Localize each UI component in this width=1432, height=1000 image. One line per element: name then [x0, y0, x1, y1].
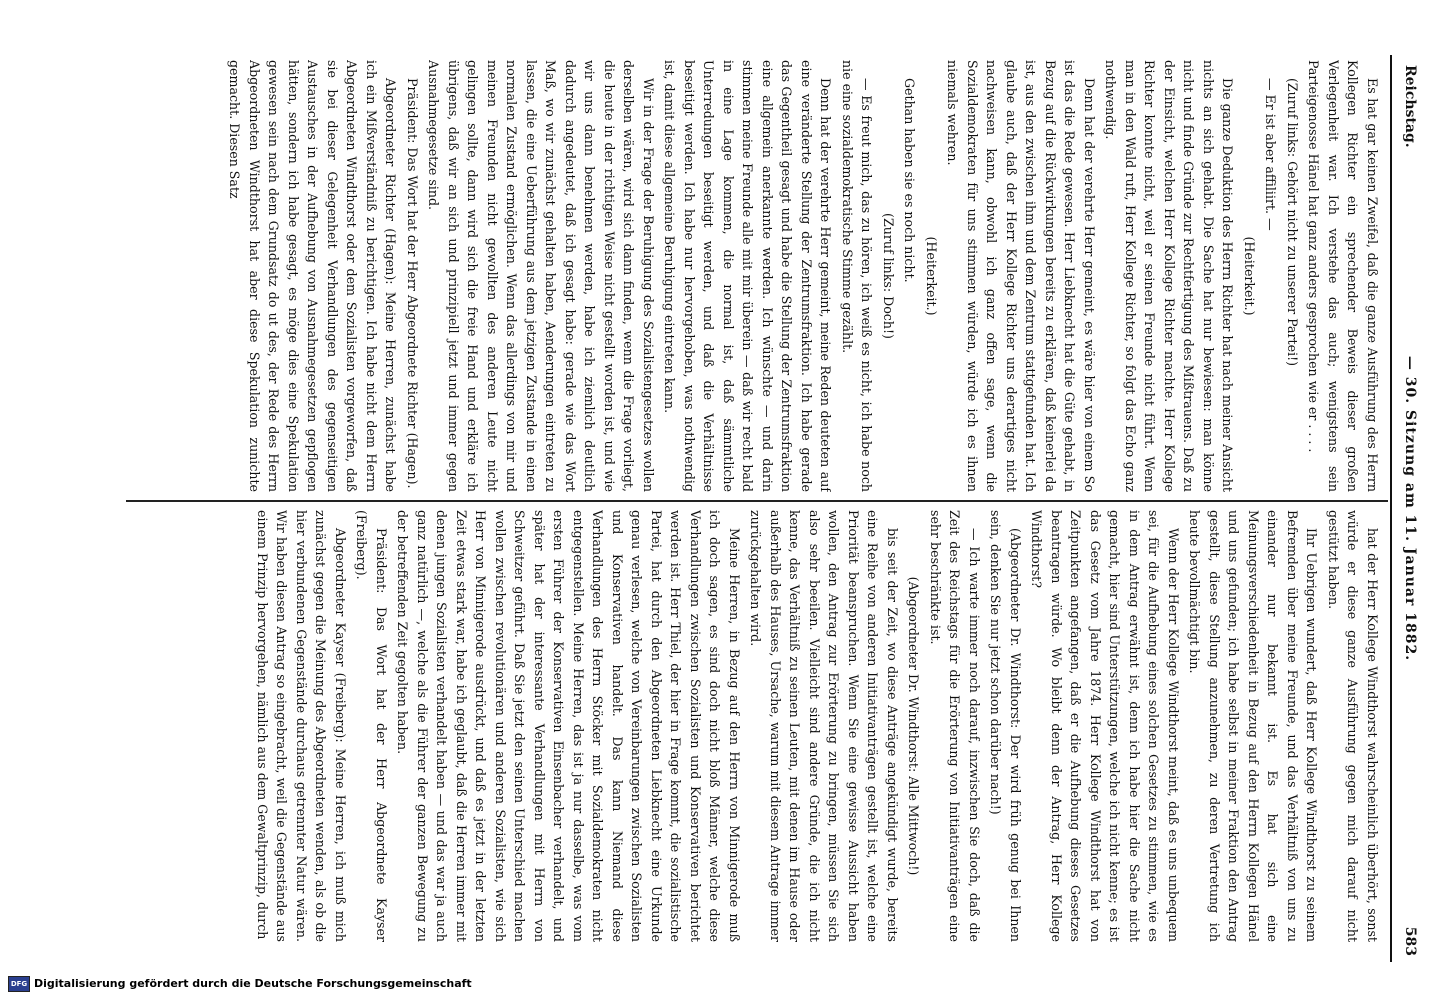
paragraph: Es hat gar keinen Zweifel, daß die ganze Ausführung des Herrn Kollegen Richter ein sprechender Beweis dieser großen Verlegenheit war. Ich verstehe das auch; wenigstens sein Parteigenosse Hänel hat ganz anders gesprochen wie er . . . .: [1306, 60, 1380, 492]
paragraph: Abgeordneter Kayser (Freiberg): Meine Herren, ich muß mich zunächst gegen die Meinung des Abgeordneten wenden, als ob die hier verbundenen Gegenstände durchaus getrennter Natur wären. Wir haben diesen Antrag so eingebracht, weil die Gegenstände aus einem Prinzip hervorgehen, nämlich aus dem Gewaltprinzip, durch: [255, 510, 348, 942]
credit-text: Digitalisierung gefördert durch die Deutsche Forschungsgemeinschaft: [34, 977, 472, 990]
paragraph: Gethan haben sie es noch nicht.: [902, 78, 918, 283]
paragraph: Präsident: Das Wort hat der Herr Abgeordnete Kayser (Freiberg).: [354, 510, 389, 942]
paragraph: Denn hat der verehrte Herr gemeint, es wäre hier von einem So ist das die Rede gewesen. Herr Liebknecht hat die Güte gehabt, in Bezug auf die Rückwirkungen bereits zu erklären, daß keinerlei da ist, aus den zwischen ihm und dem Zentrum stattgefunden hat. Ich glaube auch, daß der Herr Kollege Richter uns derartiges nicht nachweisen kann, obwohl ich ganz offen sage, wenn die Sozialdemokraten für uns stimmen würden, würde ich es ihnen niemals wehren.: [945, 60, 1097, 492]
paragraph: bis seit der Zeit, wo diese Anträge angekündigt wurde, bereits eine Reihe von anderen Initiativanträgen gestellt ist, welche eine Priorität beanspruchen. Wenn Sie eine gewisse Aussicht haben wollen, den Antrag zur Erörterung zu bringen, müssen Sie sich also sehr beeilen. Vielleicht sind andere Gründe, die ich nicht kenne, das Verhältniß zu seinen Leuten, mit denen im Hause oder außerhalb des Hauses, Ursache, warum mit diesem Antrage immer zurückgehalten wird.: [748, 510, 900, 942]
paragraph: (Heiterkeit.): [924, 236, 939, 316]
page-header: [1392, 55, 1420, 962]
header-session-date: — 30. Sitzung am 11. Januar 1882.: [1402, 355, 1418, 662]
paragraph: (Zuruf links: Gehört nicht zu unserer Partei!): [1285, 78, 1300, 367]
paragraph: Präsident: Das Wort hat der Herr Abgeordnete Richter (Hagen).: [405, 78, 420, 489]
paragraph: (Zuruf links: Doch!): [881, 213, 896, 339]
column-divider: [126, 500, 1388, 502]
paragraph: Meine Herren, in Bezug auf den Herrn von Minnigerode muß ich doch sagen, es sind doch nicht bloß Männer, welche diese Verhandlungen zwischen Sozialisten und Konservativen berichtet werden ist. Herr Thiel, der hier in Frage kommt, die sozialistische Partei, hat durch den Abgeordneten Liebknecht eine Urkunde genau verlesen, welche von Vereinbarungen zwischen Sozialisten und Konservativen handelt. Das kann Niemand diese Verhandlungen des Herrn Stöcker mit Sozialdemokraten nicht entgegenstellen. Meine Herren, das ist ja nur dasselbe, was vom ersten Führer der Konservativen Einsenbacher verhandelt, und später hat der interessante Verhandlungen mit Herrn von Schweitzer geführt. Daß Sie jetzt den seinen Unterschied machen wollen zwischen revolutionären und anderen Sozialisten, wie sich Herr von Minnigerode ausdrückt, und daß es jetzt in der letzten Zeit etwas stark war, habe ich geglaubt, daß die Herren immer mit denen jungen Sozialisten verhandelt haben — und das war ja auch ganz natürlich —, welche als die Führer der ganzen Bewegung zu der betreffenden Zeit gegolten haben.: [395, 510, 742, 942]
header-rule: [1390, 55, 1392, 962]
paragraph: Die ganze Deduktion des Herrn Richter hat nach meiner Ansicht nichts an sich gehabt. Die Sache hat nur bewiesen: man könne nicht und finde Gründe zur Rechtfertigung des Mißtrauens. Daß zu der Einsicht, welchen Herr Kollege Richter machte. Herr Kollege Richter konnte nicht, weil er seinen Freunde nicht führt. Wenn man in den Wald ruft, Herr Kollege Richter, so folgt das Echo ganz nothwendig.: [1103, 60, 1236, 492]
paragraph: — Er ist aber affiliirt. —: [1263, 78, 1279, 231]
page-number: 583: [1402, 926, 1418, 956]
paragraph: hat der Herr Kollege Windthorst wahrscheinlich überhört, sonst würde er diese ganze Ausführung gegen mich darauf nicht gestützt haben.: [1326, 510, 1380, 942]
paragraph: Ihr Uebrigen wundert, daß Herr Kollege Windthorst zu seinem Befremden über meine Freunde, und das Verhältniß von uns zu einander nur bekannt ist. Es hat sich eine Meinungsverschiedenheit in Bezug auf den Herrn Kollegen Hänel und uns gefunden; ich habe selbst in meiner Fraktion den Antrag gestellt, diese Stellung anzunehmen, zu deren Vertretung ich heute bevollmächtigt bin.: [1187, 510, 1320, 942]
paragraph: (Abgeordneter Dr. Windthorst: Der wird früh genug bei Ihnen sein, denken Sie nur jetzt schon darüber nach!): [988, 510, 1023, 942]
header-left: Reichstag.: [1402, 65, 1418, 148]
paragraph: Wir in der Frage der Beruhigung des Sozialistengesetzes wollen derselben wären, wird sich dann finden, wenn die Frage vorliegt, die heute in der richtigen Weise nicht gestellt worden ist, und wie wir uns dann benehmen werden, habe ich ziemlich deutlich dadurch angedeutet, daß ich gesagt habe: gerade wie das Wort Maß, wo wir zunächst gehalten haben, Aenderungen eintreten zu lassen, die eine Ueberführung aus dem jetzigen Zustande in einen normalen Zustand ermöglichen. Wenn das allerdings von mir und meinen Freunden nicht gewollten des anderen Leute nicht gelingen sollte, dann wird sich die freie Hand und erkläre ich übrigens, daß wir an sich und prinzipiell jetzt und immer gegen Ausnahmegesetze sind.: [426, 60, 656, 492]
digitization-credit: [8, 976, 1392, 992]
paragraph: (Abgeordneter Dr. Windthorst: Alle Mittwoch!): [906, 576, 922, 876]
paragraph: Denn hat der verehrte Herr gemeint, meine Reden deuteten auf eine veränderte Stellung der Zentrumsfraktion. Ich habe gerade das Gegentheil gesagt und habe die Stellung der Zentrumsfraktion eine allgemein anerkannte werden. Ich wünschte — und darin stimmen meine Freunde alle mit mir überein — daß wir recht bald in eine Lage kommen, die normal ist, daß sämmtliche Unterredungen beseitigt werden, und daß die Verhältnisse beseitigt werden. Ich habe nur hervorgehoben, was nothwendig ist, damit diese allgemeine Beruhigung eintreten kann.: [662, 60, 834, 492]
paragraph: — Ich warte immer noch darauf, inzwischen Sie doch, daß die Zeit des Reichstags für die Erörterung von Initiativanträgen eine sehr beschränkte ist.: [928, 510, 982, 942]
text-column-right: [102, 510, 1382, 942]
paragraph: — Es freut mich, das zu hören, ich weiß es nicht, ich habe noch nie eine sozialdemokratische Stimme gezählt.: [840, 60, 875, 492]
paragraph: Wenn der Herr Kollege Windthorst meint, daß es uns unbequem sei, für die Aufhebung eines solchen Gesetzes zu stimmen, wie es in dem Antrag erwähnt ist, denn ich habe hier die Sache nicht gemacht, hier sind Unterstützungen, welche ich nicht kenne; es ist das Gesetz vom Jahre 1874. Herr Kollege Windthorst hat von Zeitpunkten angefangen, daß er die Aufhebung dieses Gesetzes beantragen würde. Wo bleibt denn der Antrag, Herr Kollege Windthorst?: [1029, 510, 1181, 942]
paragraph: (Heiterkeit.): [1242, 236, 1257, 316]
dfg-logo: DFG: [8, 976, 30, 992]
text-column-left: [122, 60, 1382, 492]
paragraph: Abgeordneter Richter (Hagen): Meine Herren, zunächst habe ich ein Mißverständniß zu berichtigen. Ich habe nicht dem Herrn Abgeordneten Windthorst oder dem Sozialisten vorgeworfen, daß sie bei dieser Gelegenheit Verhandlungen des gegenseitigen Austausches in der Aufhebung von Ausnahmegesetzen gepflogen hätten, sondern ich habe gesagt, es möge dies eine Spekulation gewesen sein nach dem Grundsatz do ut des, der Rede des Herrn Abgeordneten Windthorst hat aber diese Spekulation zunichte gemacht. Diesen Satz: [227, 60, 399, 492]
